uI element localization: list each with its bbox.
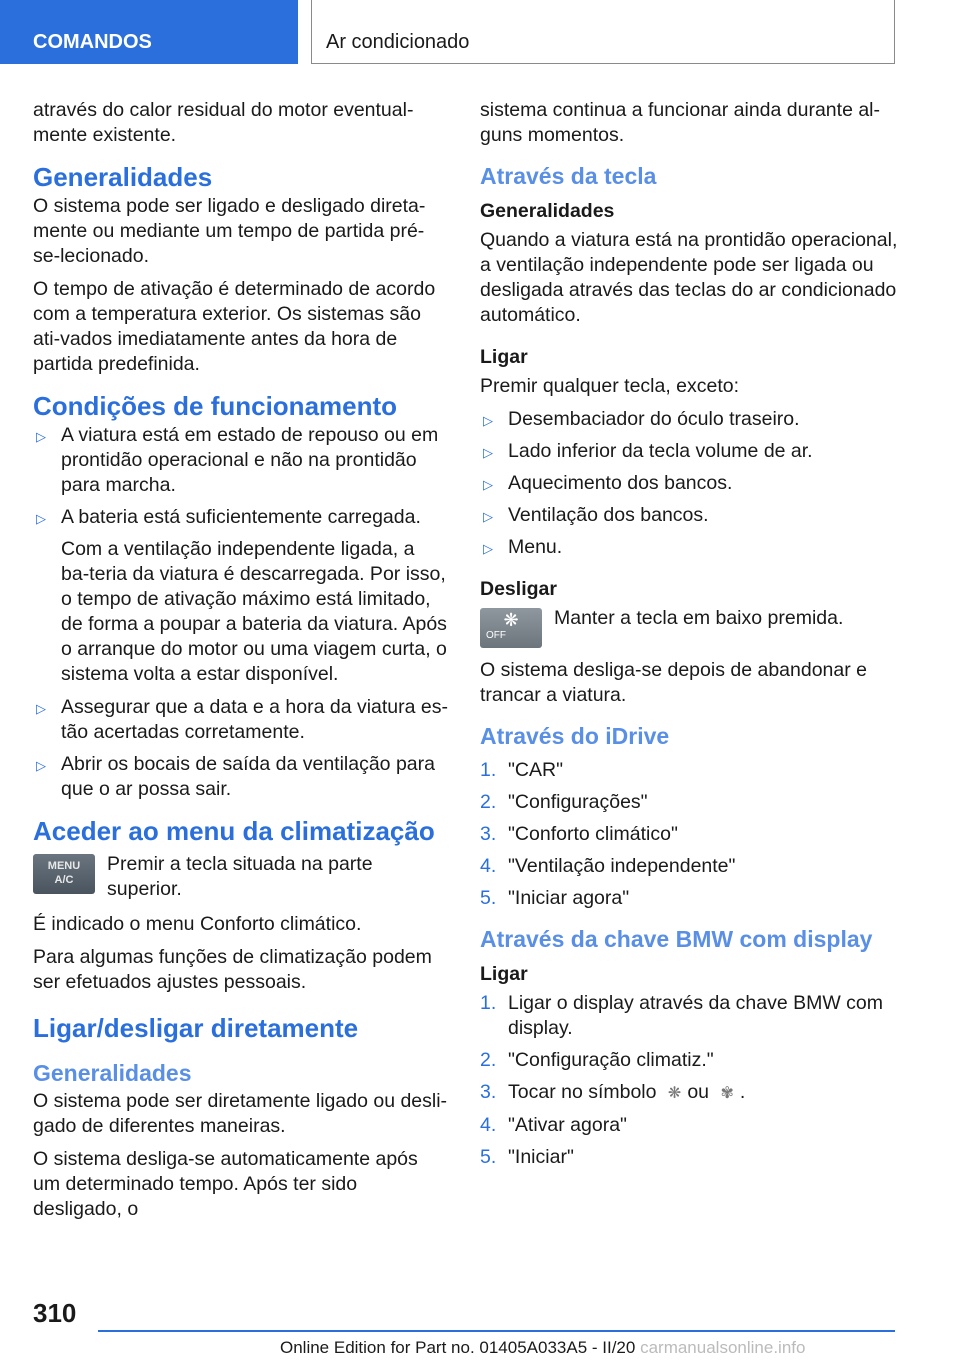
conditions-list-continued [33,695,448,802]
exception-list [480,407,900,560]
list-item: ▷ Desembaciador do óculo traseiro. [480,407,900,432]
list-item: 2. "Configurações" [480,791,648,813]
subheading-via-key: Através da tecla [480,163,657,189]
list-item: 1. Ligar o display através da chave BMW com display. [480,992,883,1039]
heading-generalidades: Generalidades [33,162,213,192]
paragraph: Para algumas funções de climatização podem ser efetuados ajustes pessoais. [33,946,432,993]
triangle-bullet-icon: ▷ [483,541,493,556]
list-item: 3. Tocar no símbolo ❋ ou ✾ . [480,1081,746,1103]
display-key-steps [480,991,900,1170]
list-item: 3. "Conforto climático" [480,823,678,845]
page-title: Ar condicionado [311,0,895,64]
list-item: ▷ Lado inferior da tecla volume de ar. [480,439,900,464]
paragraph: através do calor residual do motor eventual-mente existente. [33,99,414,146]
paragraph: É indicado o menu Conforto climático. [33,913,362,935]
list-item: 5. "Iniciar" [480,1146,574,1168]
paragraph: O sistema pode ser ligado e desligado direta-mente ou mediante um tempo de partida pré-se-lecionado. [33,195,426,267]
triangle-bullet-icon: ▷ [483,477,493,492]
battery-note: Com a ventilação independente ligada, a ba-teria da viatura é descarregada. Por isso, o tempo de ativação máximo está limitado, de forma a poupar a bateria da viatura. Após o arranque do motor ou uma viagem curta, o sistema volta a estar disponível. [61,538,447,685]
paragraph: sistema continua a funcionar ainda durante al-guns momentos. [480,99,880,146]
list-item: ▷ Abrir os bocais de saída da ventilação para que o ar possa sair. [36,753,435,800]
triangle-bullet-icon: ▷ [36,758,46,773]
menu-ac-key-icon: MENU A/C [33,854,95,894]
triangle-bullet-icon: ▷ [36,511,46,526]
idrive-steps [480,758,900,911]
paragraph: O sistema desliga-se automaticamente após um determinado tempo. Após ter sido desligado, o [33,1148,418,1220]
list-item: ▷ Ventilação dos bancos. [480,503,900,528]
list-item: ▷ Assegurar que a data e a hora da viatura es-tão acertadas corretamente. [36,696,448,743]
section-tab: COMANDOS [0,0,298,64]
minor-heading-ligar-display: Ligar [480,963,528,985]
fan-off-key-icon: ❋ OFF [480,608,542,648]
fan-off-key-row [480,606,900,648]
minor-heading-desligar: Desligar [480,578,557,600]
fan-icon: ❋ [503,610,519,630]
list-item: 4. "Ventilação independente" [480,855,736,877]
subheading-via-idrive: Através do iDrive [480,723,670,749]
subheading-via-display-key: Através da chave BMW com display [480,926,873,952]
heading-direct-switch: Ligar/desligar diretamente [33,1013,359,1043]
list-item: 1. "CAR" [480,759,564,781]
paragraph: Premir a tecla situada na parte superior. [107,853,373,900]
subheading-generalidades: Generalidades [33,1060,192,1086]
triangle-bullet-icon: ▷ [483,445,493,460]
minor-heading-ligar: Ligar [480,346,528,368]
watermark: carmanualsonline.info [640,1338,806,1357]
list-item: ▷ A bateria está suficientemente carregada. [33,505,448,530]
heading-climate-menu: Aceder ao menu da climatização [33,816,435,846]
left-column [33,98,448,1230]
fan-symbol-icon: ❋ [667,1085,682,1102]
right-column [480,98,900,1177]
triangle-bullet-icon: ▷ [36,701,46,716]
footer-divider [98,1330,895,1332]
menu-key-row [33,852,448,902]
paragraph: O sistema pode ser diretamente ligado ou desli-gado de diferentes maneiras. [33,1090,448,1137]
list-item: ▷ Aquecimento dos bancos. [480,471,900,496]
paragraph: O tempo de ativação é determinado de acordo com a temperatura exterior. Os sistemas são ati-vados imediatamente antes da hora de partida predefinida. [33,278,436,375]
minor-heading-generalidades: Generalidades [480,200,615,222]
paragraph: Manter a tecla em baixo premida. [554,607,844,629]
list-item: 4. "Ativar agora" [480,1114,627,1136]
fan-alt-symbol-icon: ✾ [720,1085,734,1102]
list-item: 2. "Configuração climatiz." [480,1049,714,1071]
paragraph: Premir qualquer tecla, exceto: [480,375,740,397]
list-item: 5. "Iniciar agora" [480,887,630,909]
triangle-bullet-icon: ▷ [483,413,493,428]
list-item: ▷ A viatura está em estado de repouso ou em prontidão operacional e não na prontidão para marcha. [36,424,439,496]
footer-edition: Online Edition for Part no. 01405A033A5 - II/20 carmanualsonline.info [280,1338,806,1357]
triangle-bullet-icon: ▷ [36,429,46,444]
conditions-list [33,423,448,530]
paragraph: O sistema desliga-se depois de abandonar e trancar a viatura. [480,659,867,706]
page-number: 310 [33,1298,77,1328]
triangle-bullet-icon: ▷ [483,509,493,524]
paragraph: Quando a viatura está na prontidão operacional, a ventilação independente pode ser ligada ou desligada através das teclas do ar condicionado automático. [480,229,898,326]
list-item: ▷ Menu. [480,535,900,560]
heading-conditions: Condições de funcionamento [33,391,398,421]
